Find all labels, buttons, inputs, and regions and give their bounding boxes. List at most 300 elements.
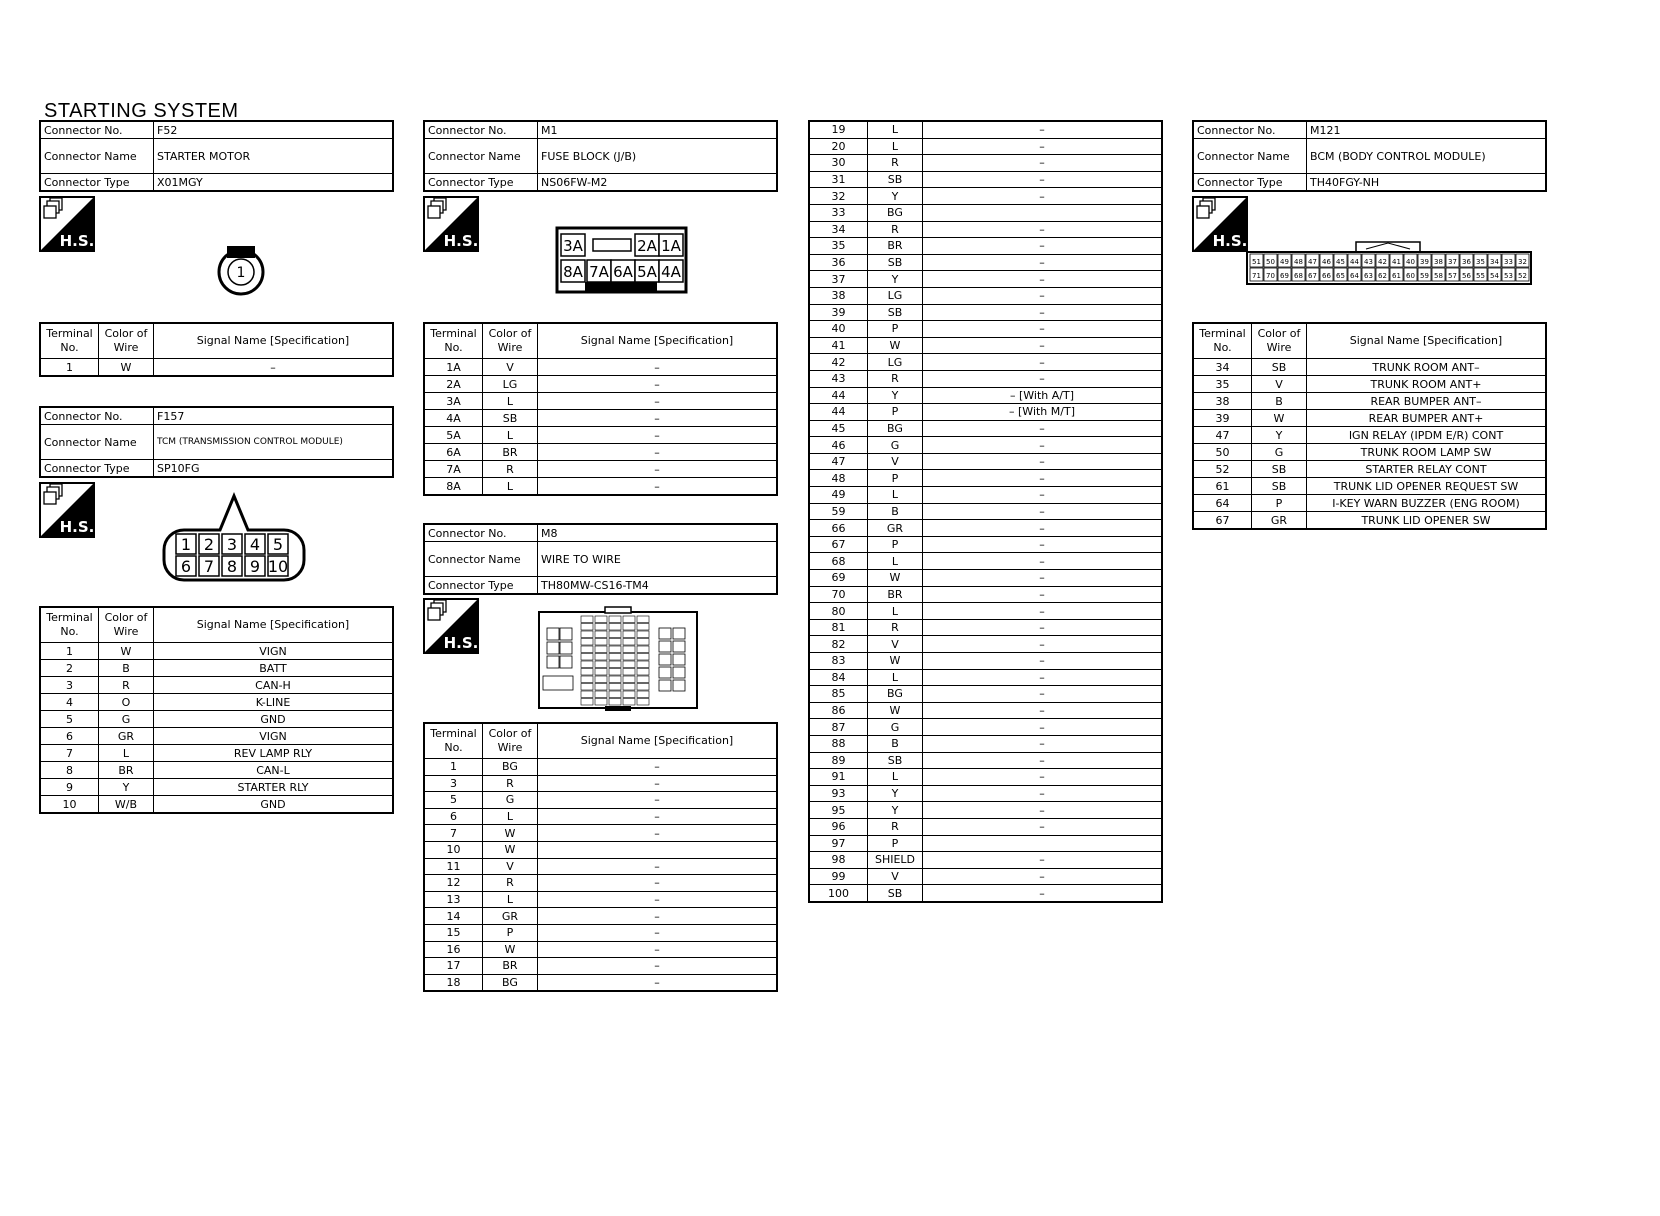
table-row xyxy=(809,370,1162,387)
wire-color-cell: R xyxy=(868,221,923,238)
wire-color-cell: G xyxy=(868,437,923,454)
terminal-no-cell: 67 xyxy=(1193,512,1252,530)
pin-label: 8A xyxy=(563,263,583,281)
table-row xyxy=(809,204,1162,221)
table-row xyxy=(809,271,1162,288)
wire-color-cell: SB xyxy=(1252,478,1307,495)
pin-label: 57 xyxy=(1448,272,1457,280)
terminal-no-cell: 70 xyxy=(809,586,868,603)
signal-name-cell: – xyxy=(923,437,1163,454)
pin-label: 7 xyxy=(203,557,215,576)
pin-label: 44 xyxy=(1350,258,1359,266)
wire-color-cell: SB xyxy=(1252,461,1307,478)
terminal-no-cell: 1A xyxy=(424,359,483,376)
wire-color-cell: L xyxy=(483,427,538,444)
pin-label: 4 xyxy=(249,535,261,554)
pin-label: 45 xyxy=(1336,258,1345,266)
signal-name-cell: – xyxy=(923,802,1163,819)
hs-label: H.S. xyxy=(443,232,479,250)
table-row xyxy=(424,775,777,792)
color-of-wire-header: Color of Wire xyxy=(99,323,154,359)
wire-color-cell: W xyxy=(483,841,538,858)
terminal-no-cell: 9 xyxy=(40,779,99,796)
connector-name-value: BCM (BODY CONTROL MODULE) xyxy=(1307,139,1547,174)
pin-label: 42 xyxy=(1378,258,1387,266)
wire-color-cell: BR xyxy=(99,762,154,779)
pin-label: 5A xyxy=(637,263,657,281)
table-row xyxy=(1193,393,1546,410)
wire-color-cell: V xyxy=(483,359,538,376)
terminal-no-cell: 48 xyxy=(809,470,868,487)
signal-name-cell: – xyxy=(923,885,1163,902)
terminal-no-cell: 42 xyxy=(809,354,868,371)
signal-name-cell: – xyxy=(923,370,1163,387)
wire-color-cell: W xyxy=(868,337,923,354)
terminal-no-cell: 33 xyxy=(809,204,868,221)
signal-name-cell: – xyxy=(538,478,778,496)
pin-label: 3 xyxy=(226,535,238,554)
wire-color-cell: SB xyxy=(868,171,923,188)
terminal-no-cell: 43 xyxy=(809,370,868,387)
table-row xyxy=(1193,359,1546,376)
terminal-no-cell: 39 xyxy=(809,304,868,321)
wire-color-cell: BG xyxy=(483,759,538,776)
signal-name-cell: TRUNK ROOM ANT+ xyxy=(1307,376,1547,393)
signal-name-header: Signal Name [Specification] xyxy=(538,723,778,759)
connector-type-value: SP10FG xyxy=(154,460,394,478)
signal-name-cell: – xyxy=(538,974,778,991)
pin-label: 6A xyxy=(613,263,633,281)
signal-name-cell: – xyxy=(923,171,1163,188)
signal-name-cell: – xyxy=(538,759,778,776)
terminal-no-cell: 66 xyxy=(809,520,868,537)
connector-m121-info xyxy=(1192,120,1547,192)
wire-color-cell: O xyxy=(99,694,154,711)
terminal-no-cell: 30 xyxy=(809,155,868,172)
wire-color-cell: R xyxy=(868,619,923,636)
terminal-no-cell: 4 xyxy=(40,694,99,711)
signal-name-cell: VIGN xyxy=(154,728,394,745)
table-row xyxy=(1193,512,1546,530)
pin-label: 2 xyxy=(203,535,215,554)
terminal-no-cell: 17 xyxy=(424,958,483,975)
table-row xyxy=(40,359,393,377)
signal-name-cell: – xyxy=(538,376,778,393)
table-row xyxy=(809,487,1162,504)
hs-label: H.S. xyxy=(1212,232,1248,250)
table-row xyxy=(424,427,777,444)
pin-label: 60 xyxy=(1406,272,1415,280)
terminal-no-cell: 32 xyxy=(809,188,868,205)
terminal-no-cell: 12 xyxy=(424,875,483,892)
signal-name-cell: – xyxy=(923,536,1163,553)
hs-icon xyxy=(423,598,479,654)
wire-color-cell: R xyxy=(868,155,923,172)
table-row xyxy=(1193,444,1546,461)
table-row xyxy=(40,728,393,745)
terminal-no-cell: 34 xyxy=(1193,359,1252,376)
table-header xyxy=(1193,323,1546,359)
terminal-no-cell: 87 xyxy=(809,719,868,736)
signal-name-cell: – xyxy=(923,287,1163,304)
terminal-no-cell: 10 xyxy=(40,796,99,814)
connector-type-label: Connector Type xyxy=(424,174,538,192)
pin-label: 9 xyxy=(249,557,261,576)
pin-label: 1 xyxy=(180,535,192,554)
table-row xyxy=(809,470,1162,487)
table-row xyxy=(424,974,777,991)
wire-color-cell: Y xyxy=(99,779,154,796)
signal-name-cell: TRUNK ROOM LAMP SW xyxy=(1307,444,1547,461)
table-row xyxy=(424,478,777,496)
signal-name-cell: STARTER RLY xyxy=(154,779,394,796)
pin-label: 63 xyxy=(1364,272,1373,280)
pin-label: 55 xyxy=(1476,272,1485,280)
terminal-no-cell: 68 xyxy=(809,553,868,570)
m121-connector-diagram xyxy=(1246,236,1532,286)
signal-name-cell: – xyxy=(538,359,778,376)
terminal-no-cell: 34 xyxy=(809,221,868,238)
table-row xyxy=(809,818,1162,835)
table-row xyxy=(40,643,393,660)
terminal-no-cell: 98 xyxy=(809,852,868,869)
wire-color-cell: LG xyxy=(868,354,923,371)
connector-name-label: Connector Name xyxy=(1193,139,1307,174)
table-row xyxy=(809,188,1162,205)
table-row xyxy=(424,958,777,975)
terminal-no-cell: 11 xyxy=(424,858,483,875)
terminal-no-cell: 7 xyxy=(40,745,99,762)
wire-color-cell: R xyxy=(868,818,923,835)
table-row xyxy=(809,835,1162,852)
wire-color-cell: BG xyxy=(483,974,538,991)
table-row xyxy=(809,171,1162,188)
terminal-no-cell: 39 xyxy=(1193,410,1252,427)
connector-name-value: STARTER MOTOR xyxy=(154,139,394,174)
wire-color-cell: P xyxy=(868,835,923,852)
signal-name-cell: CAN-H xyxy=(154,677,394,694)
table-row xyxy=(809,354,1162,371)
table-row xyxy=(809,536,1162,553)
pin-label: 68 xyxy=(1294,272,1303,280)
terminal-no-cell: 7 xyxy=(424,825,483,842)
wire-color-cell: LG xyxy=(483,376,538,393)
terminal-no-cell: 36 xyxy=(809,254,868,271)
table-row xyxy=(809,453,1162,470)
wire-color-cell: G xyxy=(99,711,154,728)
table-row xyxy=(809,636,1162,653)
terminal-no-cell: 5A xyxy=(424,427,483,444)
table-header xyxy=(424,723,777,759)
connector-name-value: WIRE TO WIRE xyxy=(538,542,778,577)
f157-connector-diagram xyxy=(162,492,307,584)
wire-color-cell: V xyxy=(1252,376,1307,393)
signal-name-cell: – xyxy=(538,958,778,975)
terminal-no-cell: 4A xyxy=(424,410,483,427)
signal-name-cell: REAR BUMPER ANT+ xyxy=(1307,410,1547,427)
wire-color-cell: SB xyxy=(868,254,923,271)
table-row xyxy=(1193,376,1546,393)
table-row xyxy=(40,745,393,762)
terminal-no-cell: 95 xyxy=(809,802,868,819)
terminal-no-cell: 49 xyxy=(809,487,868,504)
wire-color-cell: W/B xyxy=(99,796,154,814)
wire-color-cell: Y xyxy=(868,271,923,288)
pin-label: 54 xyxy=(1490,272,1499,280)
signal-name-header: Signal Name [Specification] xyxy=(1307,323,1547,359)
wire-color-cell: W xyxy=(868,702,923,719)
signal-name-cell: – [With A/T] xyxy=(923,387,1163,404)
table-row xyxy=(424,461,777,478)
signal-name-cell: – xyxy=(923,570,1163,587)
hs-label: H.S. xyxy=(443,634,479,652)
terminal-no-cell: 8A xyxy=(424,478,483,496)
wire-color-cell: P xyxy=(868,536,923,553)
terminal-no-cell: 61 xyxy=(1193,478,1252,495)
terminal-no-cell: 85 xyxy=(809,686,868,703)
table-row xyxy=(809,287,1162,304)
wire-color-cell: P xyxy=(868,404,923,421)
signal-name-cell: – xyxy=(538,891,778,908)
terminal-no-cell: 96 xyxy=(809,818,868,835)
terminal-no-cell: 69 xyxy=(809,570,868,587)
signal-name-cell: – xyxy=(538,393,778,410)
signal-name-cell: – xyxy=(923,619,1163,636)
pin-label: 33 xyxy=(1504,258,1513,266)
table-row xyxy=(809,553,1162,570)
wire-color-cell: SB xyxy=(868,304,923,321)
table-row xyxy=(424,858,777,875)
table-header xyxy=(40,323,393,359)
terminal-no-cell: 1 xyxy=(40,643,99,660)
signal-name-cell: I-KEY WARN BUZZER (ENG ROOM) xyxy=(1307,495,1547,512)
terminal-no-cell: 47 xyxy=(1193,427,1252,444)
signal-name-cell: TRUNK LID OPENER REQUEST SW xyxy=(1307,478,1547,495)
signal-name-cell: – xyxy=(923,868,1163,885)
wire-color-cell: V xyxy=(868,636,923,653)
connector-type-label: Connector Type xyxy=(40,460,154,478)
wire-color-cell: L xyxy=(99,745,154,762)
table-row xyxy=(809,769,1162,786)
table-row xyxy=(809,337,1162,354)
signal-name-cell: GND xyxy=(154,711,394,728)
wire-color-cell: G xyxy=(868,719,923,736)
signal-name-cell: REAR BUMPER ANT– xyxy=(1307,393,1547,410)
connector-name-value: FUSE BLOCK (J/B) xyxy=(538,139,778,174)
hs-label: H.S. xyxy=(59,232,95,250)
hs-icon xyxy=(39,196,95,252)
signal-name-cell xyxy=(538,841,778,858)
wire-color-cell: BG xyxy=(868,204,923,221)
f52-terminal-table xyxy=(39,322,394,377)
connector-type-value: TH40FGY-NH xyxy=(1307,174,1547,192)
connector-type-value: X01MGY xyxy=(154,174,394,192)
signal-name-cell: – xyxy=(923,752,1163,769)
wire-color-cell: W xyxy=(1252,410,1307,427)
pin-label: 1 xyxy=(236,265,246,281)
signal-name-cell: CAN-L xyxy=(154,762,394,779)
table-row xyxy=(424,759,777,776)
table-header xyxy=(424,323,777,359)
wire-color-cell: P xyxy=(483,924,538,941)
table-row xyxy=(809,238,1162,255)
wire-color-cell: Y xyxy=(868,387,923,404)
table-row xyxy=(809,221,1162,238)
terminal-no-cell: 86 xyxy=(809,702,868,719)
signal-name-cell: – xyxy=(923,785,1163,802)
wire-color-cell: BR xyxy=(483,444,538,461)
signal-name-cell: – xyxy=(923,769,1163,786)
table-row xyxy=(1193,461,1546,478)
signal-name-cell: – xyxy=(923,603,1163,620)
signal-name-cell: – xyxy=(923,735,1163,752)
wire-color-cell: W xyxy=(99,359,154,377)
terminal-no-cell: 83 xyxy=(809,653,868,670)
pin-label: 67 xyxy=(1308,272,1317,280)
signal-name-cell: BATT xyxy=(154,660,394,677)
table-row xyxy=(1193,427,1546,444)
connector-no-label: Connector No. xyxy=(40,407,154,425)
signal-name-cell: – xyxy=(923,487,1163,504)
table-row xyxy=(424,908,777,925)
table-row xyxy=(809,155,1162,172)
wire-color-cell: P xyxy=(1252,495,1307,512)
connector-type-label: Connector Type xyxy=(424,577,538,595)
table-row xyxy=(809,852,1162,869)
pin-label: 66 xyxy=(1322,272,1331,280)
table-row xyxy=(809,885,1162,902)
wire-color-cell: G xyxy=(483,792,538,809)
pin-label: 7A xyxy=(589,263,609,281)
table-row xyxy=(424,941,777,958)
terminal-no-cell: 89 xyxy=(809,752,868,769)
terminal-no-cell: 19 xyxy=(809,121,868,138)
table-row xyxy=(424,410,777,427)
m1-connector-diagram xyxy=(555,226,688,294)
wire-color-cell: R xyxy=(99,677,154,694)
signal-name-cell: – xyxy=(538,775,778,792)
terminal-no-cell: 38 xyxy=(809,287,868,304)
wire-color-cell: BR xyxy=(483,958,538,975)
pin-label: 39 xyxy=(1420,258,1429,266)
signal-name-cell: – xyxy=(538,941,778,958)
signal-name-cell: – xyxy=(923,470,1163,487)
table-row xyxy=(809,503,1162,520)
color-of-wire-header: Color of Wire xyxy=(483,723,538,759)
connector-no-value: M8 xyxy=(538,524,778,542)
wire-color-cell: L xyxy=(868,669,923,686)
connector-type-label: Connector Type xyxy=(40,174,154,192)
wire-color-cell: V xyxy=(868,868,923,885)
pin-label: 5 xyxy=(272,535,284,554)
signal-name-cell: – xyxy=(923,852,1163,869)
terminal-no-header: Terminal No. xyxy=(40,607,99,643)
pin-label: 46 xyxy=(1322,258,1331,266)
m121-terminal-table xyxy=(1192,322,1547,530)
connector-no-label: Connector No. xyxy=(424,121,538,139)
m1-terminal-table xyxy=(423,322,778,496)
table-row xyxy=(424,891,777,908)
table-row xyxy=(809,868,1162,885)
wire-color-cell: W xyxy=(868,653,923,670)
signal-name-cell: – xyxy=(923,304,1163,321)
signal-name-cell: – xyxy=(923,238,1163,255)
pin-label: 37 xyxy=(1448,258,1457,266)
terminal-no-cell: 3A xyxy=(424,393,483,410)
connector-name-value: TCM (TRANSMISSION CONTROL MODULE) xyxy=(154,425,394,460)
wire-color-cell: L xyxy=(483,808,538,825)
signal-name-cell: – xyxy=(923,686,1163,703)
terminal-no-cell: 2A xyxy=(424,376,483,393)
signal-name-cell: – xyxy=(923,702,1163,719)
signal-name-cell: – xyxy=(923,586,1163,603)
terminal-no-cell: 50 xyxy=(1193,444,1252,461)
terminal-no-cell: 6 xyxy=(40,728,99,745)
wire-color-cell: BG xyxy=(868,686,923,703)
terminal-no-cell: 80 xyxy=(809,603,868,620)
pin-label: 64 xyxy=(1350,272,1359,280)
signal-name-cell: – xyxy=(923,520,1163,537)
connector-m1-info xyxy=(423,120,778,192)
terminal-no-cell: 1 xyxy=(40,359,99,377)
signal-name-cell: – xyxy=(538,808,778,825)
connector-name-label: Connector Name xyxy=(424,542,538,577)
wire-color-cell: Y xyxy=(868,785,923,802)
signal-name-cell: – xyxy=(923,669,1163,686)
wire-color-cell: L xyxy=(868,553,923,570)
pin-label: 35 xyxy=(1476,258,1485,266)
terminal-no-cell: 10 xyxy=(424,841,483,858)
pin-label: 49 xyxy=(1280,258,1289,266)
terminal-no-header: Terminal No. xyxy=(424,723,483,759)
table-row xyxy=(40,694,393,711)
terminal-no-cell: 5 xyxy=(424,792,483,809)
wire-color-cell: L xyxy=(868,603,923,620)
terminal-no-cell: 7A xyxy=(424,461,483,478)
wire-color-cell: LG xyxy=(868,287,923,304)
signal-name-cell: – xyxy=(538,792,778,809)
table-row xyxy=(809,520,1162,537)
terminal-no-cell: 52 xyxy=(1193,461,1252,478)
table-row xyxy=(809,254,1162,271)
pin-label: 62 xyxy=(1378,272,1387,280)
table-row xyxy=(424,924,777,941)
terminal-no-cell: 93 xyxy=(809,785,868,802)
table-row xyxy=(809,603,1162,620)
signal-name-cell: REV LAMP RLY xyxy=(154,745,394,762)
pin-label: 59 xyxy=(1420,272,1429,280)
table-row xyxy=(809,653,1162,670)
terminal-no-cell: 3 xyxy=(424,775,483,792)
table-row xyxy=(809,735,1162,752)
table-row xyxy=(424,825,777,842)
pin-label: 51 xyxy=(1252,258,1261,266)
wire-color-cell: L xyxy=(868,121,923,138)
terminal-no-cell: 38 xyxy=(1193,393,1252,410)
signal-name-cell: – xyxy=(538,427,778,444)
terminal-no-cell: 18 xyxy=(424,974,483,991)
table-row xyxy=(424,376,777,393)
wire-color-cell: B xyxy=(868,735,923,752)
pin-label: 4A xyxy=(661,263,681,281)
wire-color-cell: L xyxy=(483,891,538,908)
signal-name-cell: – xyxy=(923,636,1163,653)
pin-label: 1A xyxy=(661,237,681,255)
wire-color-cell: L xyxy=(868,138,923,155)
pin-label: 71 xyxy=(1252,272,1261,280)
pin-label: 34 xyxy=(1490,258,1499,266)
table-row xyxy=(809,387,1162,404)
